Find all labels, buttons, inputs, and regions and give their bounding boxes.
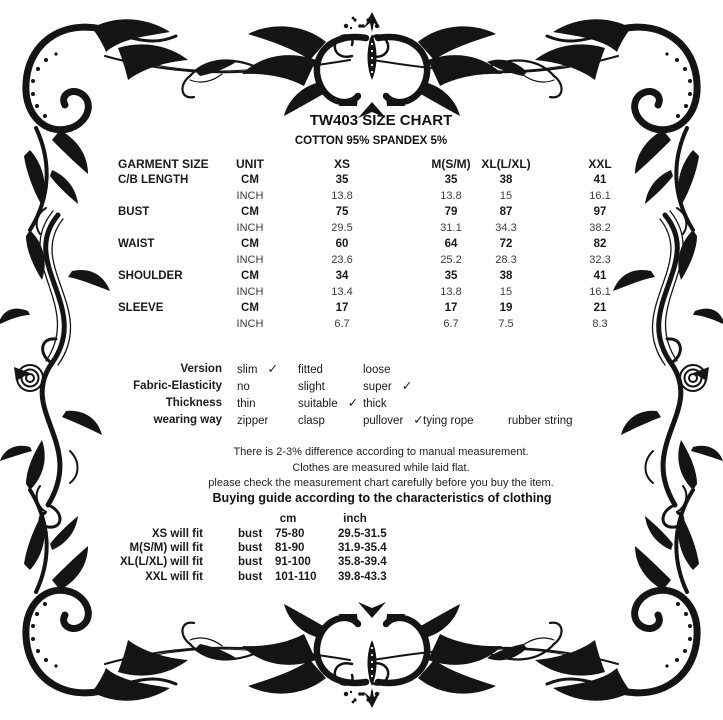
- guide-measure: bust: [238, 556, 263, 568]
- attributes-section: [0, 361, 723, 429]
- unit-cell: CM: [241, 270, 259, 282]
- table-row: [0, 300, 723, 316]
- guide-row: [0, 570, 723, 584]
- value-cell: 79: [444, 206, 458, 218]
- guide-measure: bust: [238, 542, 263, 554]
- guide-row: [0, 541, 723, 555]
- col-header-m: M(S/M): [431, 157, 471, 171]
- value-cell: 31.1: [440, 222, 462, 234]
- value-cell: 16.1: [589, 190, 611, 202]
- guide-label: M(S/M) will fit: [129, 542, 203, 554]
- value-cell: 97: [593, 206, 607, 218]
- buying-guide-heading: Buying guide according to the characteristics of clothing: [212, 491, 552, 505]
- attribute-option: pullover ✓: [363, 413, 424, 427]
- attribute-label: Thickness: [165, 397, 222, 409]
- garment-label: BUST: [118, 206, 150, 218]
- size-table-header-row: [0, 156, 723, 172]
- value-cell: 16.1: [589, 286, 611, 298]
- guide-cm-value: 101-110: [275, 571, 317, 583]
- garment-label: WAIST: [118, 238, 155, 250]
- page-subtitle: COTTON 95% SPANDEX 5%: [294, 135, 448, 147]
- value-cell: 35: [335, 174, 349, 186]
- value-cell: 13.8: [331, 190, 353, 202]
- guide-col-header-cm: cm: [279, 513, 297, 525]
- attribute-label: Fabric-Elasticity: [133, 380, 222, 392]
- unit-cell: CM: [241, 206, 259, 218]
- value-cell: 13.8: [440, 190, 462, 202]
- value-cell: 41: [593, 174, 607, 186]
- table-row: [0, 204, 723, 220]
- check-icon: [268, 413, 278, 427]
- check-icon: [391, 362, 401, 376]
- size-table: [0, 156, 723, 332]
- value-cell: 8.3: [592, 318, 608, 330]
- attribute-option: loose: [363, 361, 401, 379]
- attribute-option: fitted: [298, 361, 333, 379]
- guide-measure: bust: [238, 571, 263, 583]
- guide-row: [0, 527, 723, 541]
- value-cell: 38.2: [589, 222, 611, 234]
- check-icon: ✓: [413, 413, 424, 427]
- table-row: [0, 268, 723, 284]
- value-cell: 87: [499, 206, 513, 218]
- value-cell: 7.5: [498, 318, 514, 330]
- check-icon: [250, 379, 260, 393]
- value-cell: 6.7: [334, 318, 350, 330]
- value-cell: 34.3: [495, 222, 517, 234]
- guide-inch-value: 29.5-31.5: [338, 528, 387, 540]
- attribute-option: thick: [363, 395, 397, 413]
- attribute-option: rubber string: [508, 412, 583, 430]
- value-cell: 13.4: [331, 286, 353, 298]
- guide-row: [0, 555, 723, 569]
- value-cell: 6.7: [443, 318, 459, 330]
- value-cell: 75: [335, 206, 349, 218]
- guide-label: XL(L/XL) will fit: [119, 556, 203, 568]
- guide-inch-value: 31.9-35.4: [338, 542, 387, 554]
- table-row: [0, 188, 723, 204]
- attribute-option: no: [237, 378, 260, 396]
- check-icon: ✓: [401, 379, 413, 393]
- attribute-option: slight: [298, 378, 335, 396]
- attribute-row-version: [0, 361, 723, 378]
- attribute-row-elasticity: [0, 378, 723, 395]
- check-icon: [474, 413, 484, 427]
- unit-cell: INCH: [236, 190, 264, 202]
- value-cell: 72: [499, 238, 513, 250]
- value-cell: 15: [499, 286, 513, 298]
- garment-label: SHOULDER: [118, 270, 183, 282]
- value-cell: 23.6: [331, 254, 353, 266]
- guide-measure: bust: [238, 528, 263, 540]
- value-cell: 64: [444, 238, 458, 250]
- check-icon: [325, 379, 335, 393]
- guide-inch-value: 35.8-39.4: [338, 556, 387, 568]
- col-header-xxl: XXL: [588, 157, 612, 171]
- attribute-option: clasp: [298, 412, 335, 430]
- col-header-xs: XS: [333, 157, 351, 171]
- table-row: [0, 220, 723, 236]
- value-cell: 38: [499, 174, 513, 186]
- garment-label: SLEEVE: [118, 302, 164, 314]
- value-cell: 15: [499, 190, 513, 202]
- value-cell: 21: [593, 302, 607, 314]
- page-title: TW403 SIZE CHART: [309, 112, 453, 129]
- value-cell: 41: [593, 270, 607, 282]
- guide-header-row: [0, 512, 723, 526]
- attribute-option: super ✓: [363, 379, 413, 393]
- col-header-xl: XL(L/XL): [481, 157, 531, 171]
- value-cell: 82: [593, 238, 607, 250]
- value-cell: 29.5: [331, 222, 353, 234]
- check-icon: [387, 396, 397, 410]
- check-icon: [325, 413, 335, 427]
- value-cell: 35: [444, 174, 458, 186]
- attribute-option: tying rope: [423, 412, 484, 430]
- check-icon: [256, 396, 266, 410]
- unit-cell: INCH: [236, 222, 264, 234]
- note-line: There is 2-3% difference according to manual measurement.: [233, 446, 529, 458]
- col-header-garment-size: GARMENT SIZE: [118, 157, 209, 171]
- guide-col-header-inch: inch: [343, 513, 367, 525]
- attribute-row-wearing-way: [0, 412, 723, 429]
- value-cell: 34: [335, 270, 349, 282]
- check-icon: [323, 362, 333, 376]
- value-cell: 13.8: [440, 286, 462, 298]
- table-row: [0, 236, 723, 252]
- value-cell: 19: [499, 302, 513, 314]
- table-row: [0, 172, 723, 188]
- note-line: please check the measurement chart carefully before you buy the item.: [208, 477, 554, 489]
- guide-label: XXL will fit: [145, 571, 203, 583]
- check-icon: ✓: [267, 362, 278, 376]
- value-cell: 60: [335, 238, 349, 250]
- attribute-option: zipper: [237, 412, 278, 430]
- attribute-option: slim ✓: [237, 362, 278, 376]
- guide-cm-value: 81-90: [275, 542, 305, 554]
- value-cell: 25.2: [440, 254, 462, 266]
- check-icon: ✓: [347, 396, 359, 410]
- note-line: Clothes are measured while laid flat.: [292, 462, 470, 474]
- table-row: [0, 316, 723, 332]
- attribute-option: thin: [237, 395, 266, 413]
- guide-inch-value: 39.8-43.3: [338, 571, 387, 583]
- unit-cell: INCH: [236, 286, 264, 298]
- check-icon: [573, 413, 583, 427]
- value-cell: 38: [499, 270, 513, 282]
- value-cell: 17: [444, 302, 458, 314]
- value-cell: 35: [444, 270, 458, 282]
- attribute-label: wearing way: [153, 414, 222, 426]
- unit-cell: INCH: [236, 254, 264, 266]
- value-cell: 17: [335, 302, 349, 314]
- attribute-row-thickness: [0, 395, 723, 412]
- guide-cm-value: 75-80: [275, 528, 305, 540]
- unit-cell: CM: [241, 302, 259, 314]
- guide-label: XS will fit: [151, 528, 203, 540]
- col-header-unit: UNIT: [236, 157, 264, 171]
- garment-label: C/B LENGTH: [118, 174, 189, 186]
- value-cell: 32.3: [589, 254, 611, 266]
- table-row: [0, 252, 723, 268]
- table-row: [0, 284, 723, 300]
- unit-cell: CM: [241, 174, 259, 186]
- value-cell: 28.3: [495, 254, 517, 266]
- guide-cm-value: 91-100: [275, 556, 311, 568]
- attribute-label: Version: [180, 363, 222, 375]
- unit-cell: INCH: [236, 318, 264, 330]
- unit-cell: CM: [241, 238, 259, 250]
- attribute-option: suitable ✓: [298, 396, 359, 410]
